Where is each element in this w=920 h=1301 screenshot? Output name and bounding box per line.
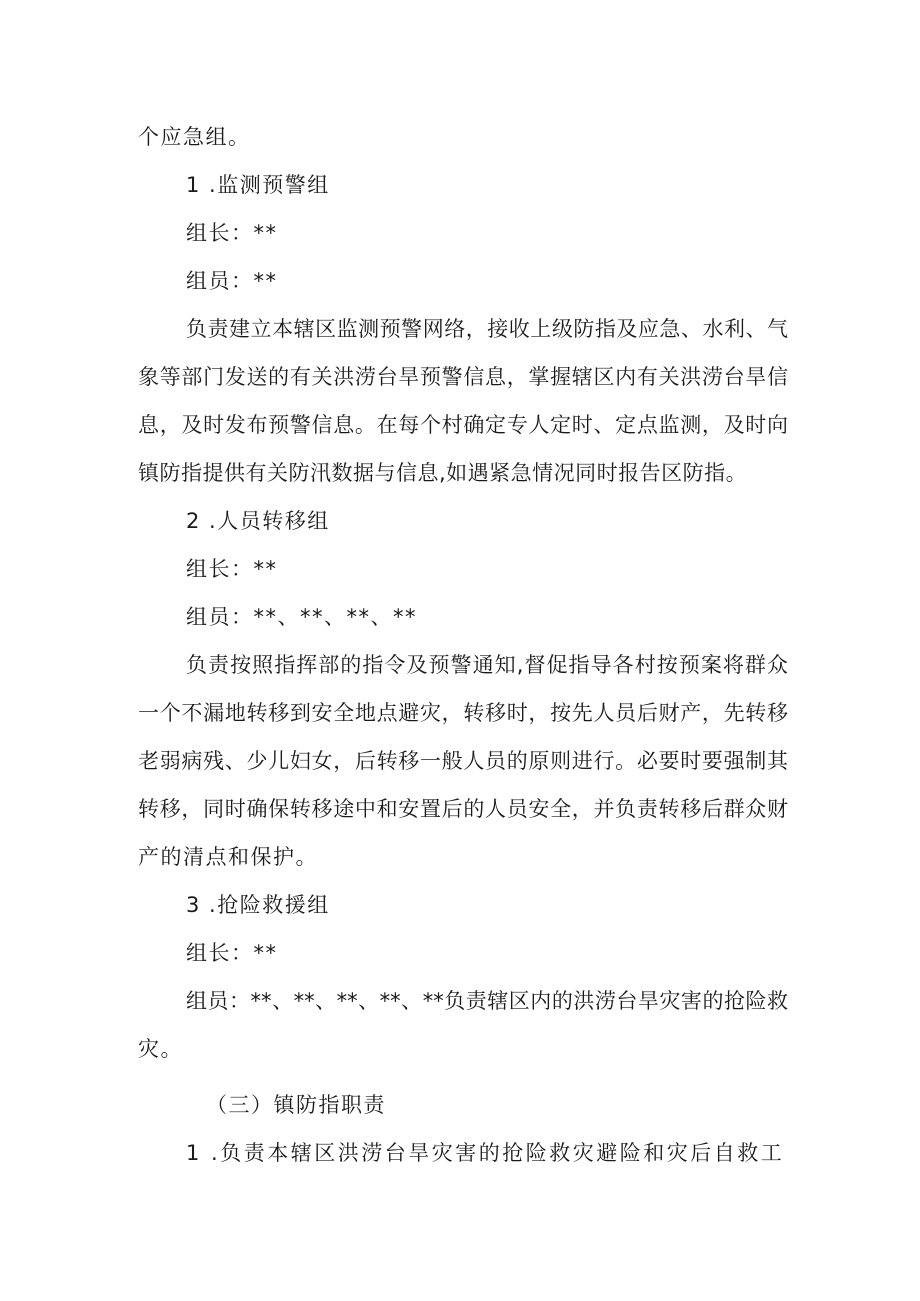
paragraph-line: 灾。 [138, 1037, 183, 1061]
text-line: 组长：** [186, 557, 278, 581]
section-heading: 3 .抢险救援组 [186, 893, 330, 917]
text-line: 个应急组。 [138, 125, 251, 149]
text-line: 组长：** [186, 221, 278, 245]
text-line: 组员：**、**、**、** [186, 605, 417, 629]
paragraph-line: 镇防指提供有关防汛数据与信息,如遇紧急情况同时报告区防指。 [138, 461, 748, 485]
section-heading: 2 .人员转移组 [186, 509, 330, 533]
paragraph-line: 转移，同时确保转移途中和安置后的人员安全，并负责转移后群众财 [138, 797, 788, 821]
paragraph-line: 负责按照指挥部的指令及预警通知,督促指导各村按预案将群众 [186, 653, 788, 677]
paragraph-line: 息，及时发布预警信息。在每个村确定专人定时、定点监测，及时向 [138, 413, 788, 437]
paragraph-line: 象等部门发送的有关洪涝台旱预警信息，掌握辖区内有关洪涝台旱信 [138, 365, 788, 389]
section-heading: 1 .负责本辖区洪涝台旱灾害的抢险救灾避险和灾后自救工 [186, 1141, 785, 1165]
paragraph-line: 产的清点和保护。 [138, 845, 318, 869]
text-line: 组员：** [186, 269, 278, 293]
paragraph-line: 组员：**、**、**、**、**负责辖区内的洪涝台旱灾害的抢险救 [186, 989, 788, 1013]
paragraph-line: 老弱病残、少儿妇女，后转移一般人员的原则进行。必要时要强制其 [138, 749, 788, 773]
paragraph-line: 一个不漏地转移到安全地点避灾，转移时，按先人员后财产，先转移 [138, 701, 788, 725]
subsection-heading: （三）镇防指职责 [206, 1093, 386, 1117]
paragraph-line: 负责建立本辖区监测预警网络，接收上级防指及应急、水利、气 [186, 317, 788, 341]
text-line: 组长：** [186, 941, 278, 965]
section-heading: 1 .监测预警组 [186, 173, 330, 197]
